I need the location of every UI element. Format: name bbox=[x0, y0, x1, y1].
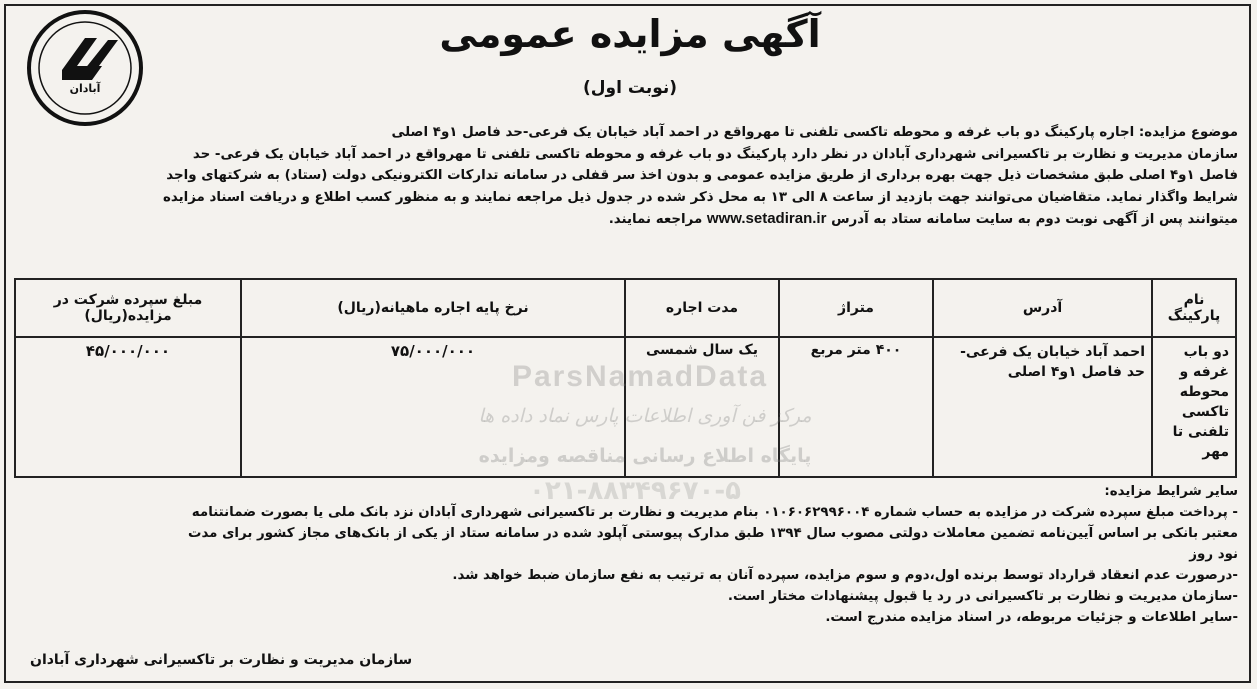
cell-duration: یک سال شمسی bbox=[625, 337, 779, 477]
condition-item: - پرداخت مبلغ سپرده شرکت در مزایده به حساب شماره ۰۱۰۶۰۶۲۹۹۶۰۰۴ بنام مدیریت و نظارت بر تاکسیرانی شهرداری آبادان نزد بانک ملی یا بصورت ضمانتنامه bbox=[191, 505, 1238, 520]
table-header-row bbox=[15, 279, 1236, 337]
conditions-section bbox=[18, 481, 1238, 628]
watermark-line2: پایگاه اطلاع رسانی مناقصه ومزایده bbox=[478, 445, 812, 467]
cell-name: دو باب غرفه و محوطه تاکسی تلفنی تا مهر bbox=[1152, 337, 1236, 477]
header-duration: مدت اجاره bbox=[625, 279, 779, 337]
intro-text bbox=[18, 122, 1238, 231]
header-name: نام پارکینگ bbox=[1152, 279, 1236, 337]
cell-address: احمد آباد خیابان یک فرعی- حد فاصل ۱و۴ اصلی bbox=[933, 337, 1152, 477]
condition-item: -درصورت عدم انعقاد قرارداد توسط برنده اول،دوم و سوم مزایده، سپرده آنان به ترتیب به نفع سازمان ضبط خواهد شد. bbox=[452, 568, 1238, 583]
header-address: آدرس bbox=[933, 279, 1152, 337]
intro-line-part: مراجعه نمایند. bbox=[608, 212, 703, 227]
page-title: آگهی مزایده عمومی bbox=[439, 12, 821, 56]
conditions-title: سایر شرایط مزایده: bbox=[1104, 484, 1238, 499]
logo-emblem-icon bbox=[22, 8, 148, 128]
intro-line: سازمان مدیریت و نظارت بر تاکسیرانی شهرداری آبادان در نظر دارد پارکینگ دو باب غرفه و محوطه تاکسی تلفنی تا مهرواقع در احمد آباد خیابان یک فرعی- حد bbox=[192, 146, 1238, 162]
cell-deposit: ۴۵/۰۰۰/۰۰۰ bbox=[15, 337, 241, 477]
intro-line bbox=[18, 208, 1238, 231]
website-link[interactable]: www.setadiran.ir bbox=[706, 210, 827, 227]
header-deposit: مبلغ سپرده شرکت در مزایده(ریال) bbox=[15, 279, 241, 337]
logo-text: آبادان bbox=[69, 82, 101, 95]
condition-item: -سایر اطلاعات و جزئیات مربوطه، در اسناد مزایده مندرج است. bbox=[825, 610, 1238, 625]
condition-item: نود روز bbox=[1189, 547, 1238, 562]
page-subtitle: (نوبت اول) bbox=[582, 78, 678, 98]
header-area: متراژ bbox=[779, 279, 933, 337]
condition-item: معتبر بانکی بر اساس آیین‌نامه تضمین معاملات دولتی مصوب سال ۱۳۹۴ طبق مدارک پیوستی آپلود شده در سامانه ستاد از یکی از بانک‌های مجاز کشور برای مدت bbox=[187, 526, 1238, 541]
intro-line: فاصل ۱و۴ اصلی طبق مشخصات ذیل جهت بهره برداری از طریق مزایده عمومی و بدون اخذ سر قفلی در سامانه تدارکات الکترونیکی دولت (ستاد) به شرکتهای واجد bbox=[166, 168, 1238, 183]
watermark-phone: ۰۲۱-۸۸۳۴۹۶۷۰-۵ bbox=[528, 476, 741, 506]
condition-item: -سازمان مدیریت و نظارت بر تاکسیرانی در رد یا قبول پیشنهادات مختار است. bbox=[727, 589, 1238, 604]
header-rent: نرخ پایه اجاره ماهیانه(ریال) bbox=[241, 279, 625, 337]
watermark-brand: ParsNamadData bbox=[511, 360, 769, 393]
cell-area: ۴۰۰ متر مربع bbox=[779, 337, 933, 477]
intro-line-part: میتوانند پس از آگهی نوبت دوم به سایت سامانه ستاد به آدرس bbox=[831, 212, 1238, 227]
signature: سازمان مدیریت و نظارت بر تاکسیرانی شهرداری آبادان bbox=[30, 652, 413, 668]
intro-line: موضوع مزایده: اجاره پارکینگ دو باب غرفه و محوطه تاکسی تلفنی تا مهرواقع در احمد آباد خیابان یک فرعی-حد فاصل ۱و۴ اصلی bbox=[391, 125, 1238, 140]
intro-line: شرایط واگذار نماید. متقاضیان می‌توانند جهت بازدید از ساعت ۸ الی ۱۳ به محل ذکر شده در جدول ذیل مراجعه نمایند و به منظور کسب اطلاع و دریافت اسناد مزایده bbox=[162, 189, 1238, 205]
cell-rent: ۷۵/۰۰۰/۰۰۰ bbox=[241, 337, 625, 477]
municipality-logo bbox=[22, 8, 148, 128]
watermark-line1: مرکز فن آوری اطلاعات پارس نماد داده ها bbox=[478, 405, 812, 427]
